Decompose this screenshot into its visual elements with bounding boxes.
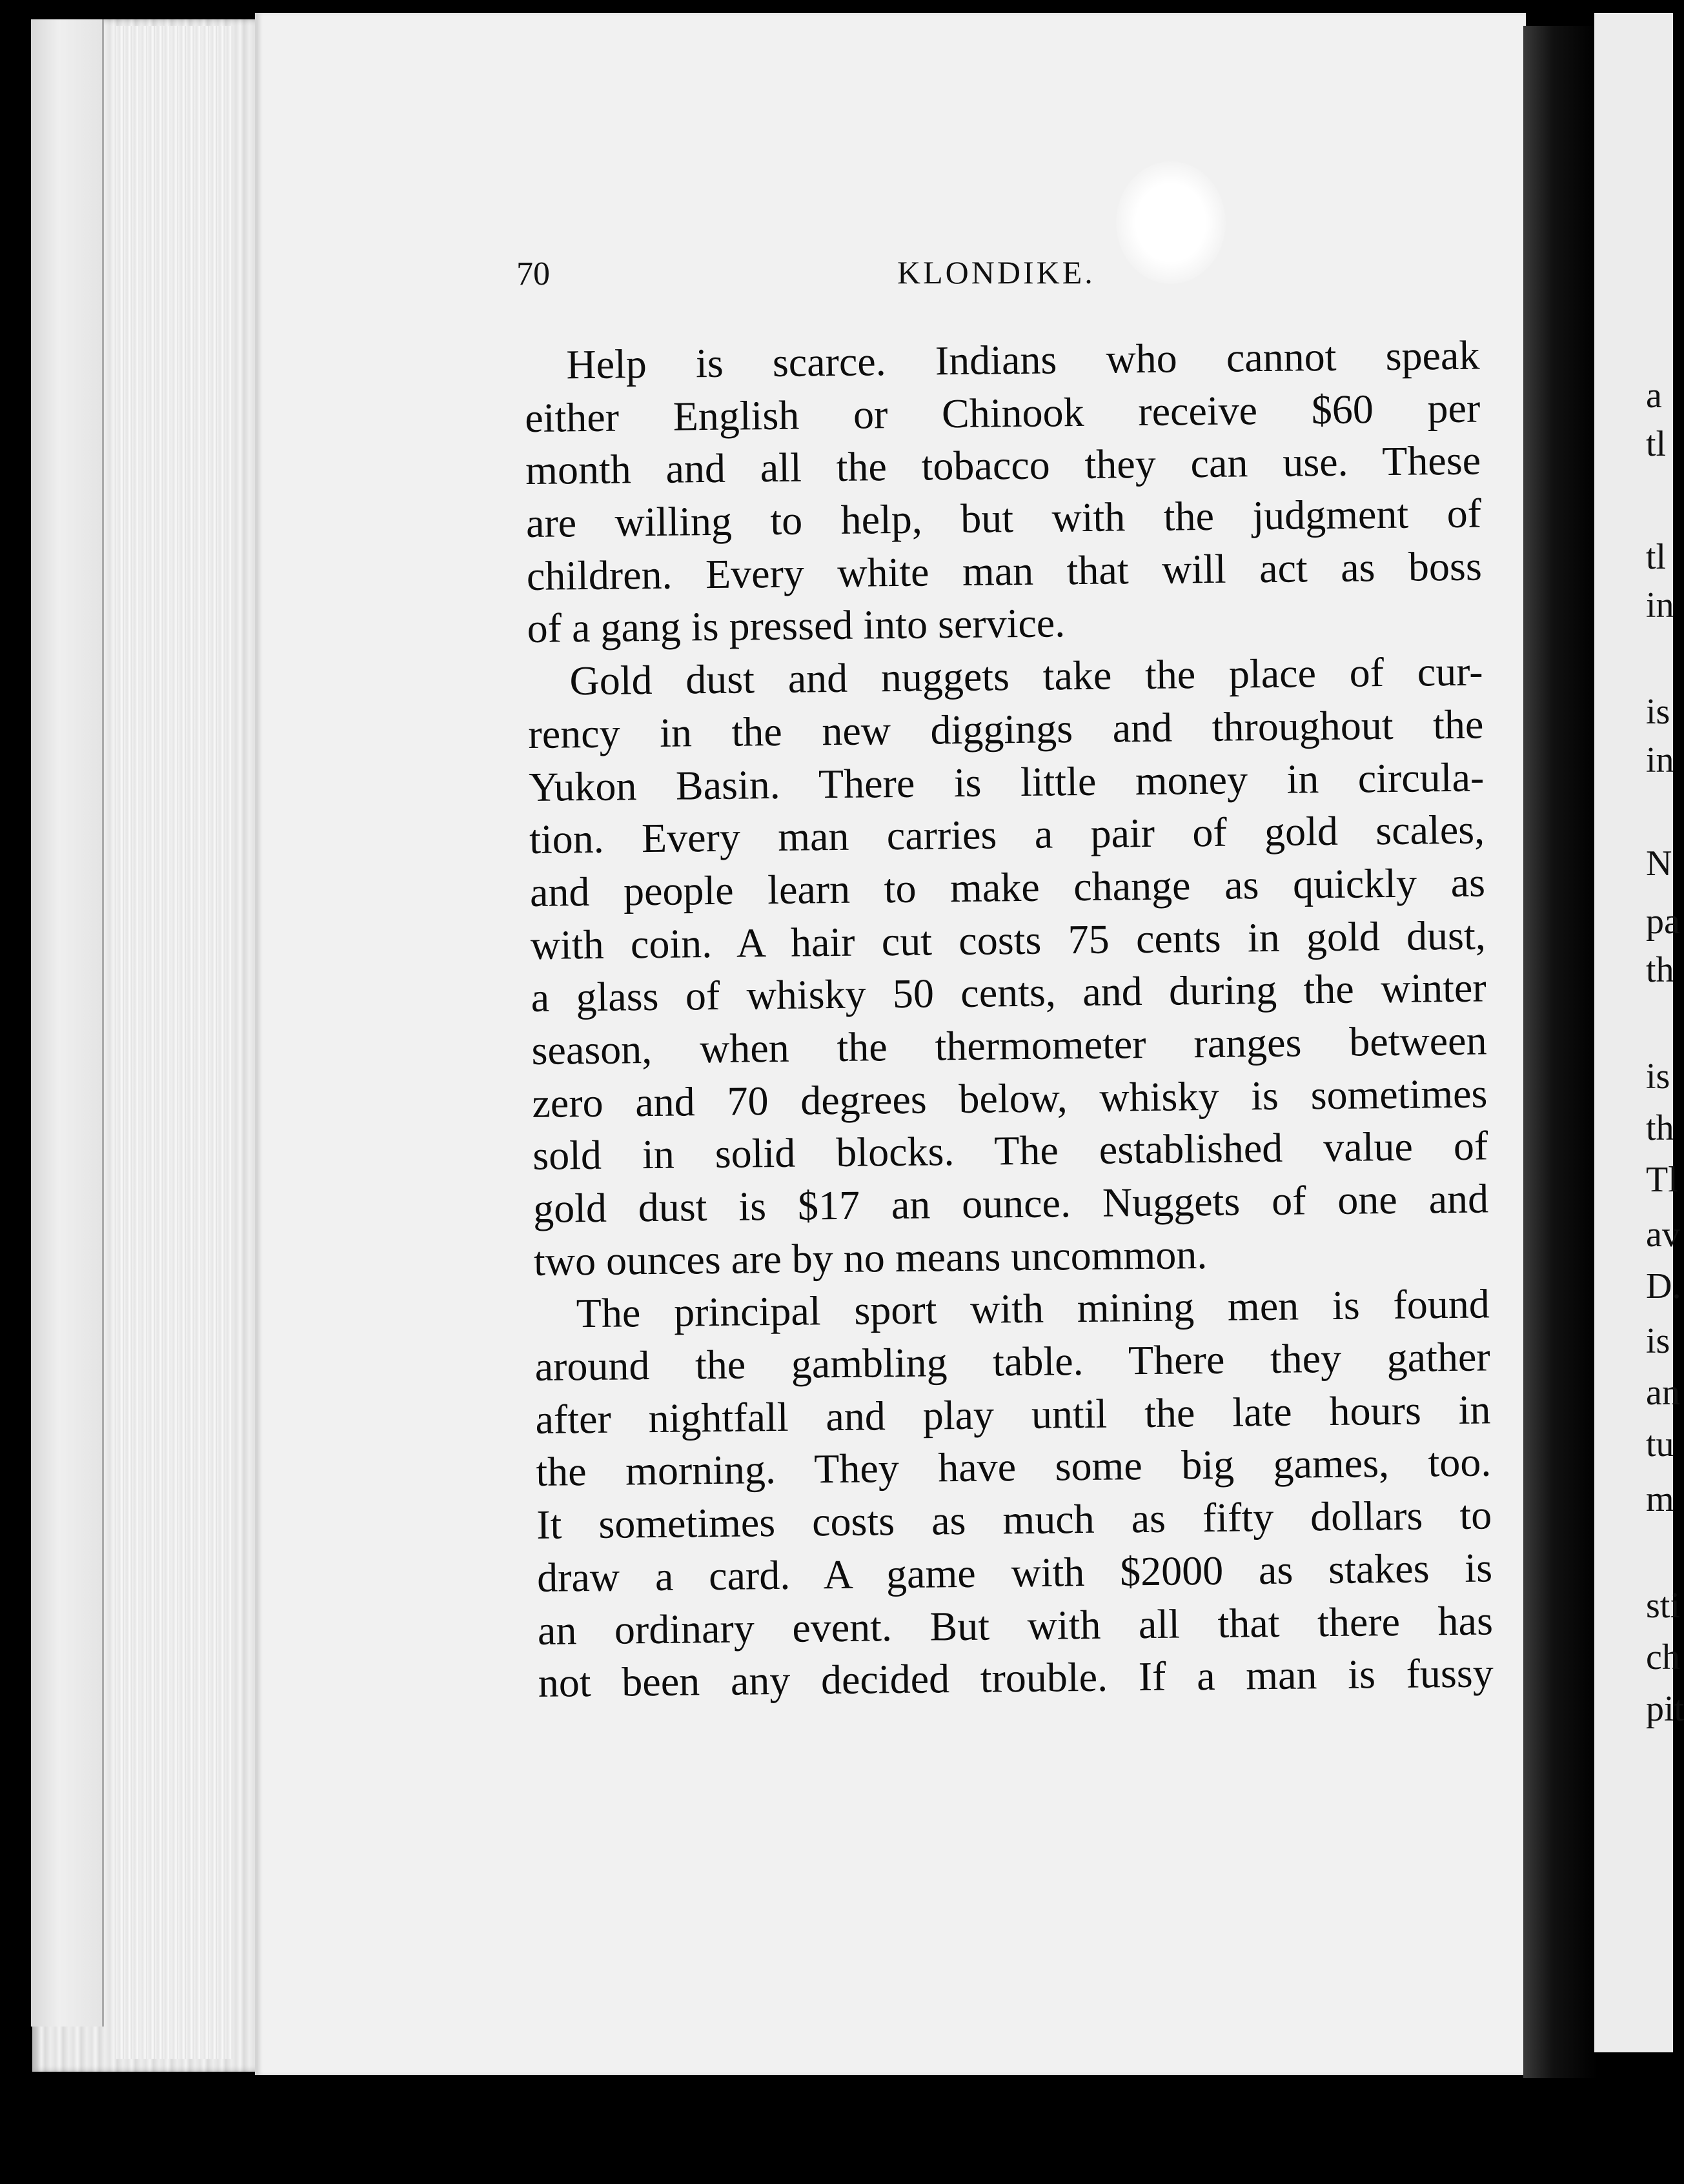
facing-fragment: N [1646,844,1672,884]
facing-fragment: tu [1646,1424,1674,1464]
facing-fragment: pa [1646,902,1680,942]
facing-fragment: an [1646,1373,1680,1413]
text-line: sold in solid blocks. The established value of [532,1122,1488,1179]
paragraph-gambling [534,1278,1494,1710]
facing-fragment: in [1646,585,1674,625]
page-number: 70 [516,256,550,292]
book-gutter [1523,26,1598,2078]
text-line: the morning. They have some big games, too. [536,1439,1492,1495]
running-head [516,248,1536,307]
text-line: with coin. A hair cut costs 75 cents in gold dust, [530,912,1486,968]
page-edges-outer [31,19,104,2027]
facing-page [1594,13,1673,2052]
text-line: and people learn to make change as quickly as [529,859,1486,915]
facing-fragment: av [1646,1215,1680,1255]
text-line: Yukon Basin. There is little money in circula- [528,753,1485,810]
text-line: two ounces are by no means uncommon. [533,1231,1208,1284]
text-line: after nightfall and play until the late hours in [535,1386,1491,1442]
text-line: children. Every white man that will act as boss [526,543,1483,599]
facing-fragment: th [1646,950,1674,990]
text-line: not been any decided trouble. If a man is fussy [538,1650,1494,1706]
text-line: tion. Every man carries a pair of gold scales, [529,806,1485,863]
text-line: season, when the thermometer ranges between [531,1017,1487,1073]
facing-fragment: ch [1646,1637,1680,1677]
facing-fragment: is [1646,1057,1670,1097]
text-line: a glass of whisky 50 cents, and during the winter [531,964,1486,1021]
paragraph-gold-dust [527,645,1489,1288]
text-line: of a gang is pressed into service. [527,600,1066,652]
facing-fragment: m [1646,1479,1674,1519]
text-line: Help is scarce. Indians who cannot speak [566,332,1480,388]
text-line: either English or Chinook receive $60 per [524,385,1481,441]
text-line: around the gambling table. There they gather [534,1333,1490,1390]
facing-fragment: tl [1646,424,1667,464]
page-edges-inner [116,26,232,2059]
facing-fragment: sti [1646,1586,1680,1626]
text-line: It sometimes costs as much as fifty dollars to [536,1491,1492,1548]
text-line: The principal sport with mining men is found [576,1280,1490,1337]
text-line: an ordinary event. But with all that there has [537,1597,1494,1653]
running-title: KLONDIKE. [897,254,1095,290]
facing-fragment: D. [1646,1266,1681,1306]
facing-fragment: pit [1646,1689,1684,1729]
text-line: gold dust is $17 an ounce. Nuggets of one and [533,1175,1489,1231]
text-line: are willing to help, but with the judgment of [525,490,1482,547]
facing-fragment: th [1646,1108,1674,1148]
text-line: zero and 70 degrees below, whisky is sometimes [532,1070,1488,1126]
facing-fragment: Tl [1646,1160,1678,1200]
facing-fragment: in [1646,740,1674,780]
text-line: month and all the tobacco they can use. These [525,437,1481,494]
text-line: draw a card. A game with $2000 as stakes is [536,1544,1493,1601]
facing-fragment: tl [1646,537,1667,577]
paragraph-help [524,329,1483,656]
facing-fragment: is [1646,1321,1670,1361]
facing-fragment: is [1646,692,1670,732]
body-text [524,329,1494,1710]
text-line: rency in the new diggings and throughout the [528,701,1484,757]
text-line: Gold dust and nuggets take the place of cur- [569,648,1483,704]
facing-fragment: a [1646,376,1662,416]
